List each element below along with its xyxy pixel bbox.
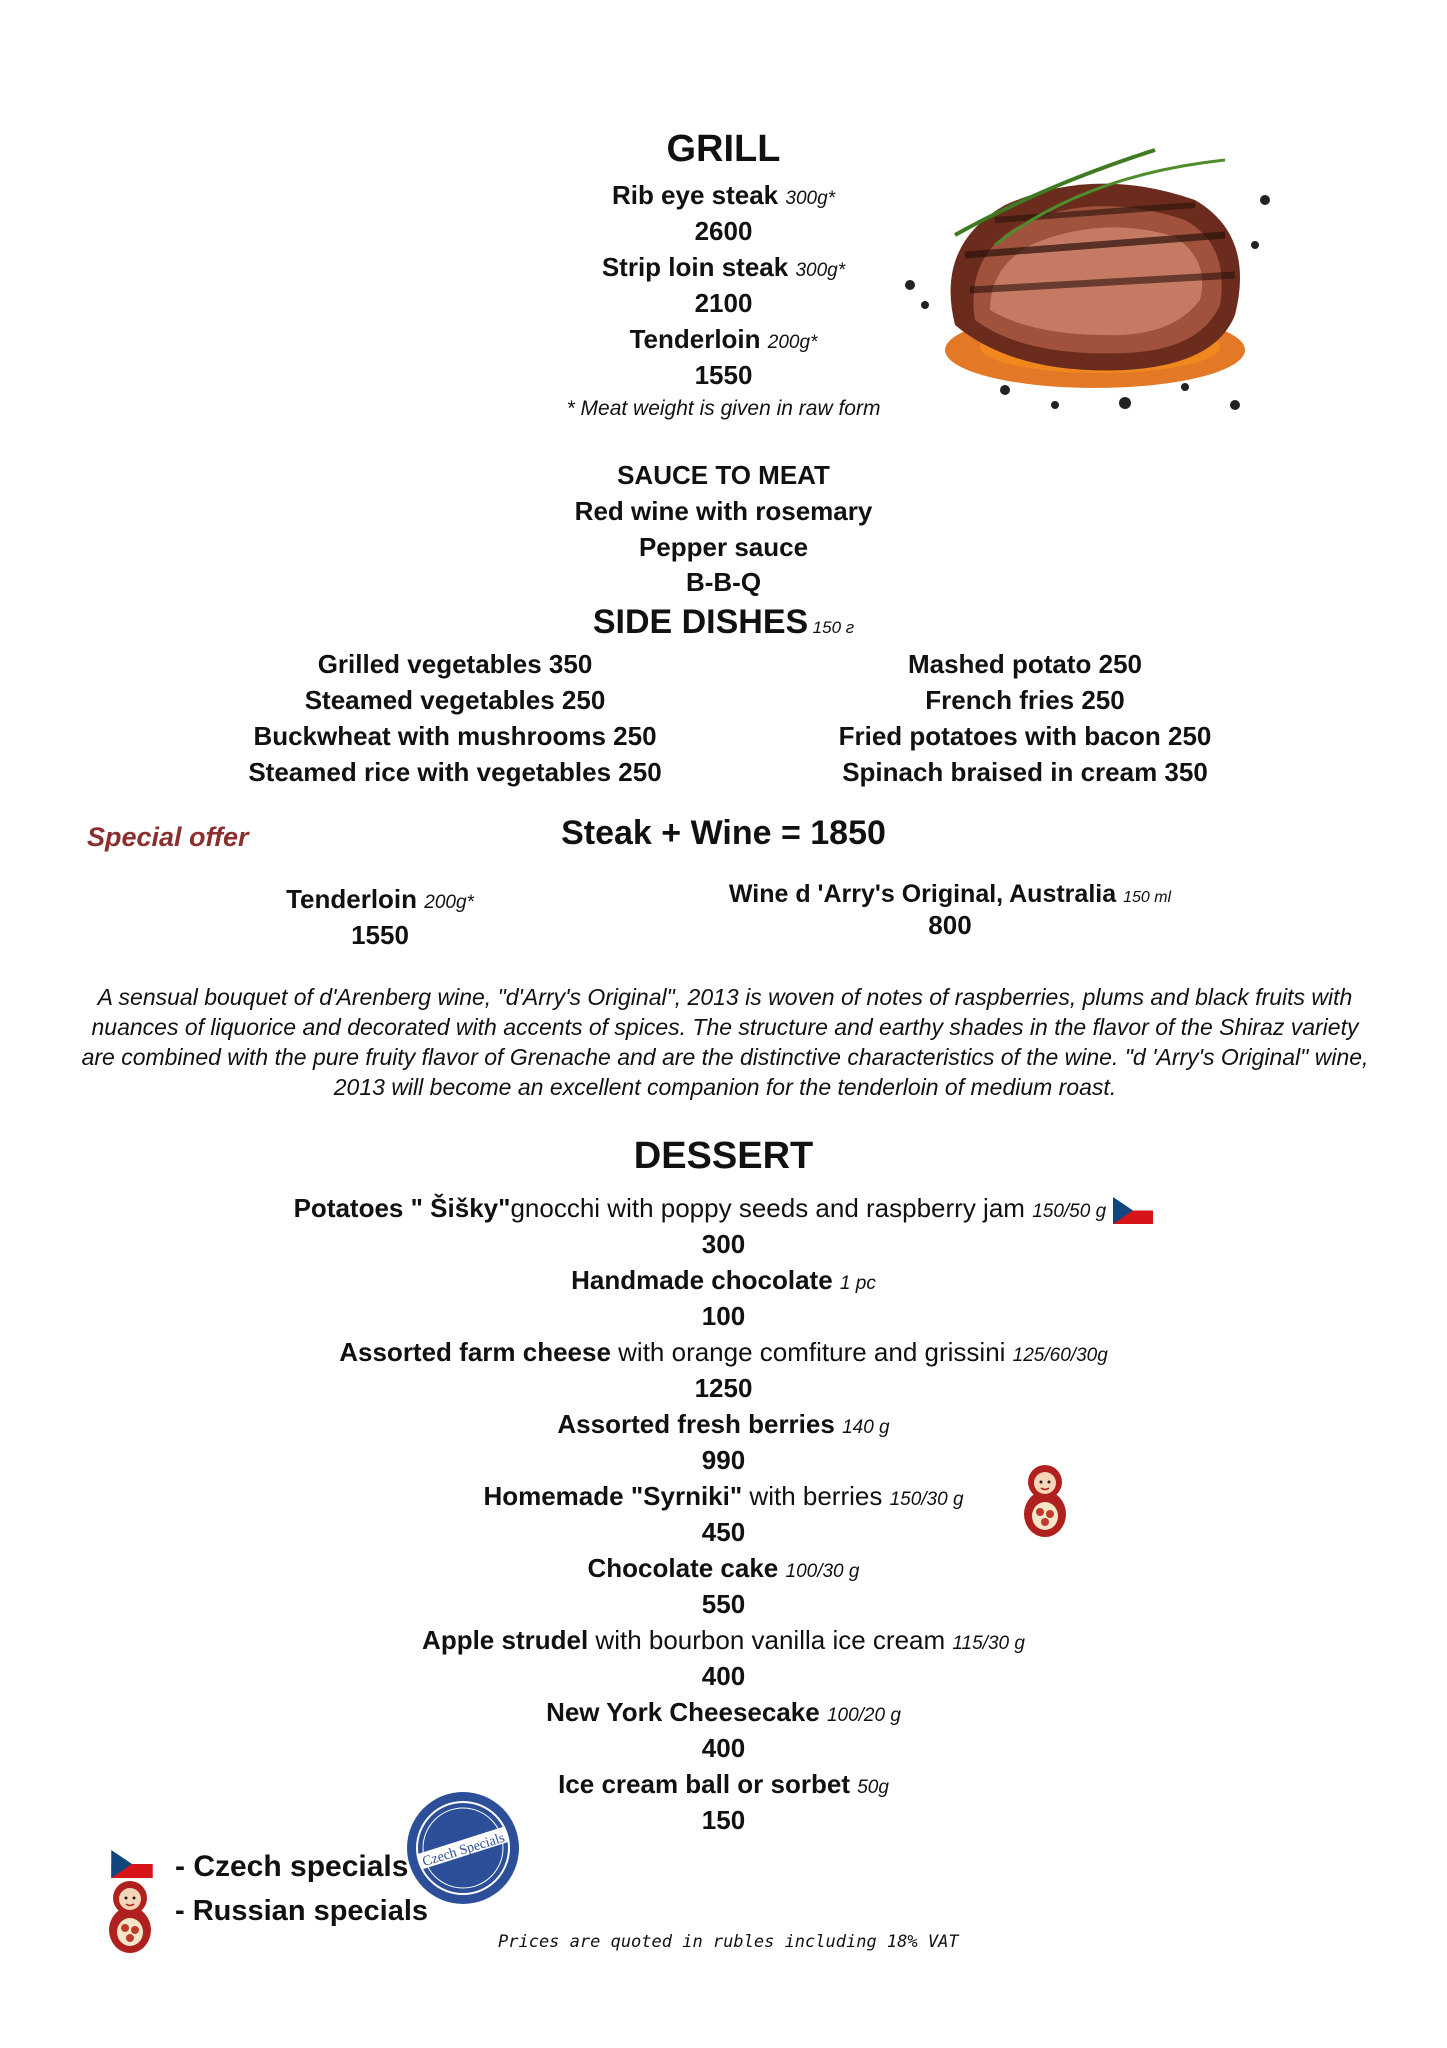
item-weight: 100/30 g — [785, 1561, 860, 1582]
dessert-item — [0, 1193, 1447, 1224]
special-steak-price: 1550 — [351, 920, 409, 950]
special-offer-headline: Steak + Wine = 1850 — [561, 814, 886, 852]
grill-price-strip-loin: 2100 — [694, 288, 753, 318]
item-weight: 140 g — [842, 1417, 890, 1438]
side-dish-item: French fries 250 — [925, 685, 1125, 715]
side-dishes-left — [225, 646, 685, 790]
czech-flag-icon — [110, 1850, 154, 1878]
side-dish-item: Spinach braised in cream 350 — [842, 757, 1208, 787]
dessert-item — [0, 1697, 1447, 1728]
side-dishes-right — [795, 646, 1255, 790]
sauce-item: Red wine with rosemary — [574, 496, 873, 526]
dessert-item — [0, 1409, 1447, 1440]
item-name: Tenderloin — [629, 324, 761, 354]
dessert-price: 150 — [701, 1805, 746, 1835]
item-weight: 1 pc — [839, 1273, 876, 1294]
item-name: Potatoes " Šišky" — [293, 1193, 511, 1223]
dessert-item — [0, 1553, 1447, 1584]
steak-image — [895, 125, 1285, 425]
grill-price-rib-eye: 2600 — [694, 216, 753, 246]
dessert-price: 550 — [701, 1589, 746, 1619]
grill-title: GRILL — [666, 128, 781, 170]
item-name: Assorted fresh berries — [557, 1409, 835, 1439]
sauce-item: Pepper sauce — [638, 532, 809, 562]
matryoshka-icon — [1022, 1462, 1068, 1538]
matryoshka-icon — [107, 1878, 153, 1954]
item-name: Tenderloin — [286, 884, 418, 914]
dessert-item — [0, 1769, 1447, 1800]
item-desc: gnocchi with poppy seeds and raspberry jam — [510, 1193, 1033, 1223]
item-desc: with bourbon vanilla ice cream — [588, 1625, 953, 1655]
side-dishes-weight: 150 г — [812, 618, 855, 637]
dessert-item — [0, 1625, 1447, 1656]
item-weight: 125/60/30g — [1012, 1345, 1108, 1366]
item-weight: 300g* — [795, 260, 846, 281]
czech-specials-stamp — [405, 1790, 521, 1906]
item-name: Homemade "Syrniki" — [483, 1481, 743, 1511]
item-weight: 200g* — [424, 892, 474, 913]
side-dish-item: Buckwheat with mushrooms 250 — [253, 721, 657, 751]
dessert-price: 300 — [701, 1229, 746, 1259]
item-weight: 115/30 g — [952, 1633, 1025, 1654]
item-desc — [833, 1265, 840, 1295]
special-steak — [200, 884, 560, 915]
item-name: Assorted farm cheese — [339, 1337, 611, 1367]
side-dishes-title: SIDE DISHES — [592, 603, 809, 641]
side-dish-item: Steamed rice with vegetables 250 — [248, 757, 662, 787]
item-name: Ice cream ball or sorbet — [558, 1769, 850, 1799]
dessert-price: 400 — [701, 1733, 746, 1763]
item-desc — [835, 1409, 842, 1439]
side-dish-item: Grilled vegetables 350 — [317, 649, 593, 679]
item-weight: 100/20 g — [826, 1705, 901, 1726]
item-name: New York Cheesecake — [546, 1697, 820, 1727]
sauce-item: B-B-Q — [685, 567, 762, 597]
dessert-price: 990 — [701, 1445, 746, 1475]
special-wine-price: 800 — [928, 910, 972, 940]
stamp-text: Czech Specials — [420, 1830, 507, 1871]
item-name: Handmade chocolate — [571, 1265, 833, 1295]
item-weight: 200g* — [767, 332, 818, 353]
grill-price-tenderloin: 1550 — [694, 360, 753, 390]
sauce-title: SAUCE TO MEAT — [617, 460, 830, 490]
item-weight: 150/30 g — [889, 1489, 964, 1510]
item-desc: with orange comfiture and grissini — [610, 1337, 1013, 1367]
czech-flag-icon — [1113, 1197, 1153, 1224]
side-dish-item: Mashed potato 250 — [907, 649, 1143, 679]
item-name: Wine d 'Arry's Original, Australia — [728, 880, 1117, 908]
item-desc — [820, 1697, 827, 1727]
item-volume: 150 ml — [1123, 889, 1172, 906]
dessert-item — [0, 1337, 1447, 1368]
item-desc: with berries — [742, 1481, 890, 1511]
item-weight: 50g — [857, 1777, 889, 1798]
item-name: Strip loin steak — [601, 252, 789, 282]
legend-czech: - Czech specials — [175, 1850, 409, 1883]
dessert-title: DESSERT — [633, 1135, 814, 1177]
side-dish-item: Steamed vegetables 250 — [304, 685, 606, 715]
item-name: Chocolate cake — [587, 1553, 779, 1583]
item-weight: 150/50 g — [1032, 1201, 1107, 1222]
dessert-price: 400 — [701, 1661, 746, 1691]
price-note: Prices are quoted in rubles including 18% VAT — [498, 1932, 959, 1952]
item-desc — [778, 1553, 785, 1583]
legend-russian: - Russian specials — [175, 1895, 429, 1927]
dessert-price: 450 — [701, 1517, 746, 1547]
wine-description: A sensual bouquet of d'Arenberg wine, "d'Arry's Original", 2013 is woven of notes of raspberries, plums and black fruits with nuances of liquorice and decorated with accents of spices. The structure and earthy shades in the flavor of the Shiraz variety are combined with the pure fruity flavor of Grenache and are the distinctive characteristics of the wine. "d 'Arry's Original" wine, 2013 will become an excellent companion for the tenderloin of medium roast. — [81, 984, 1369, 1100]
dessert-price: 1250 — [694, 1373, 753, 1403]
special-offer-label: Special offer — [87, 822, 249, 852]
item-weight: 300g* — [785, 188, 836, 209]
meat-weight-note: * Meat weight is given in raw form — [566, 397, 881, 420]
special-wine — [690, 880, 1210, 909]
dessert-price: 100 — [701, 1301, 746, 1331]
side-dishes-heading — [0, 603, 1447, 642]
item-name: Rib eye steak — [611, 180, 779, 210]
dessert-item — [0, 1481, 1447, 1512]
dessert-item — [0, 1265, 1447, 1296]
item-name: Apple strudel — [422, 1625, 589, 1655]
side-dish-item: Fried potatoes with bacon 250 — [838, 721, 1212, 751]
